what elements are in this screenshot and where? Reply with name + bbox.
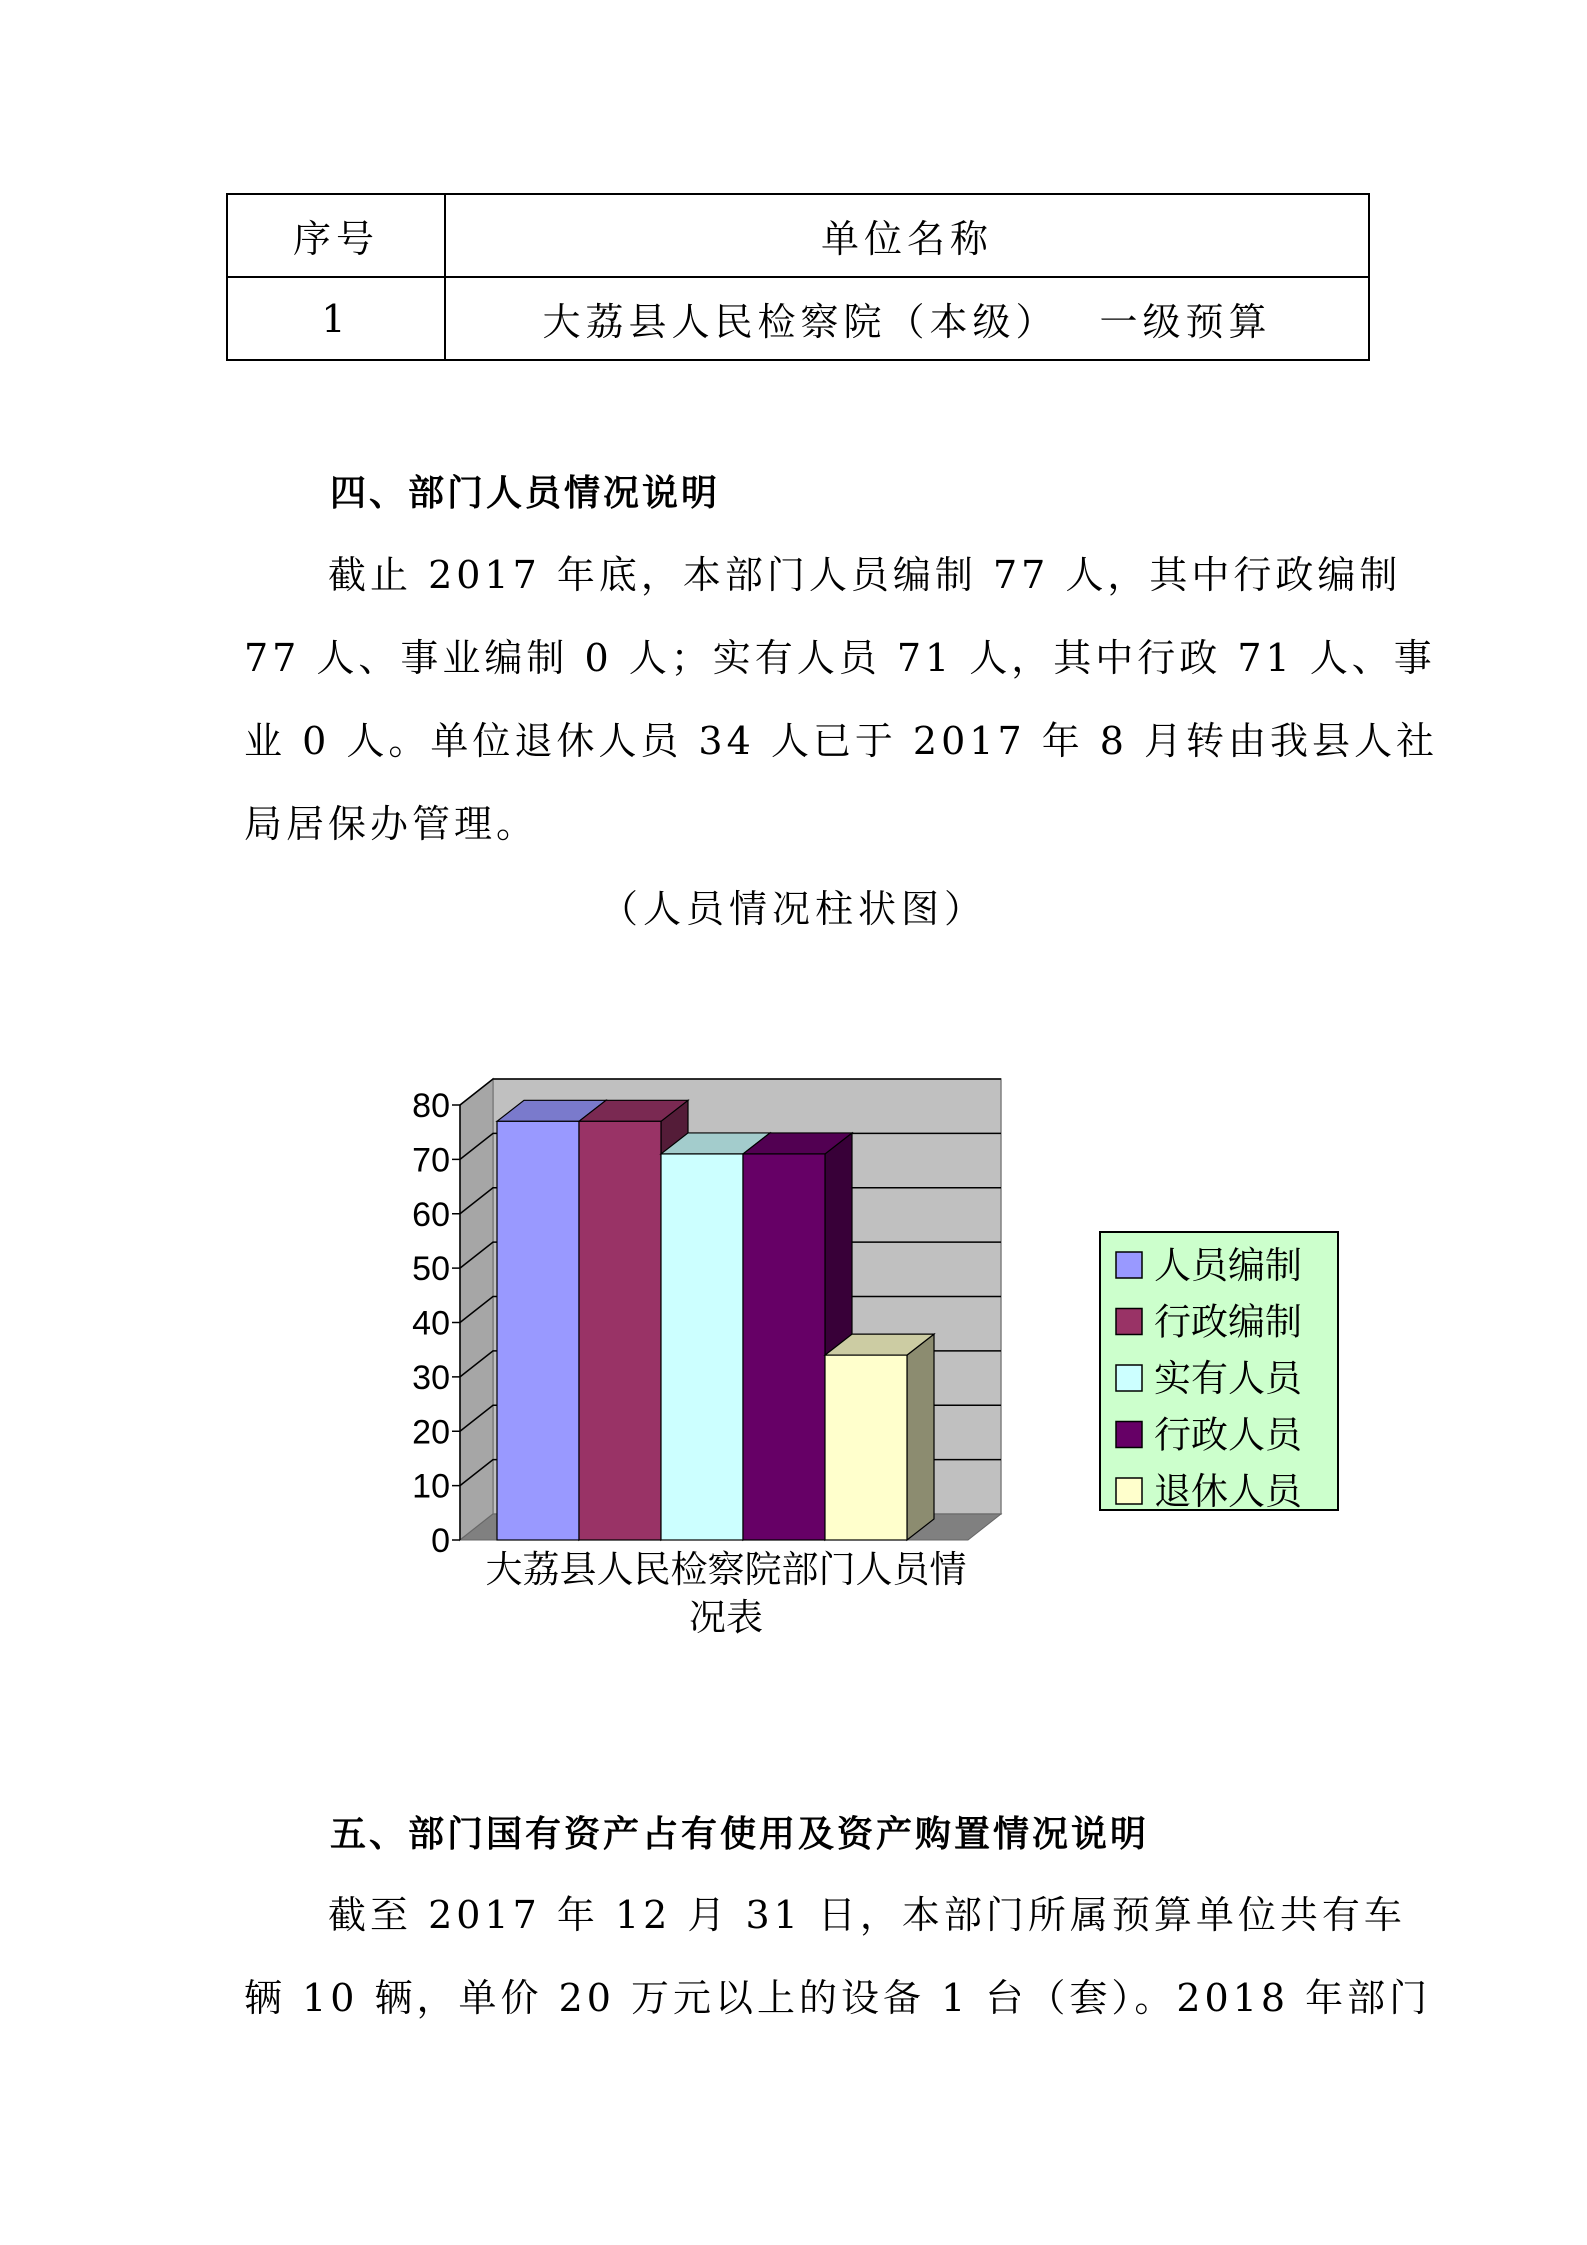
legend-swatch [1116,1365,1142,1391]
table-header-index: 序号 [227,194,445,277]
paragraph-line: 77 人、事业编制 0 人；实有人员 71 人，其中行政 71 人、事 [244,636,1436,680]
bar [579,1121,661,1540]
legend-label: 人员编制 [1154,1245,1302,1286]
personnel-bar-chart [400,1070,1360,1670]
y-tick-label: 50 [412,1250,450,1289]
section4-heading: 四、部门人员情况说明 [330,473,721,514]
x-category-label: 况表 [689,1597,763,1638]
section5-heading: 五、部门国有资产占有使用及资产购置情况说明 [330,1814,1150,1855]
section4-paragraph [244,534,1439,866]
table-header-unit-name: 单位名称 [445,194,1369,277]
legend-label: 实有人员 [1154,1358,1302,1399]
table-cell-index: 1 [227,277,445,360]
y-tick-label: 10 [412,1467,450,1506]
legend-swatch [1116,1309,1142,1335]
legend-swatch [1116,1252,1142,1278]
legend-swatch [1116,1422,1142,1448]
paragraph-line: 截止 2017 年底，本部门人员编制 77 人，其中行政编制 [328,553,1402,597]
legend-swatch [1116,1478,1142,1504]
y-tick-label: 40 [412,1304,450,1343]
y-tick-label: 80 [412,1087,450,1125]
bar [661,1154,743,1540]
bar [497,1121,579,1540]
paragraph-line: 业 0 人。单位退休人员 34 人已于 2017 年 8 月转由我县人社 [244,719,1439,763]
y-tick-label: 20 [412,1413,450,1452]
y-tick-label: 30 [412,1358,450,1397]
paragraph-line: 局居保办管理。 [244,802,539,846]
chart-caption: （人员情况柱状图） [599,887,987,931]
y-tick-label: 60 [412,1195,450,1234]
bar-side [907,1334,934,1540]
legend-label: 退休人员 [1154,1471,1302,1512]
table-header-row [227,194,1369,277]
paragraph-line: 辆 10 辆，单价 20 万元以上的设备 1 台（套）。2018 年部门 [244,1976,1432,2020]
table-cell-unit-name: 大荔县人民检察院（本级） 一级预算 [445,277,1369,360]
unit-table [226,193,1370,361]
x-category-label: 大荔县人民检察院部门人员情 [485,1549,967,1590]
bar [825,1355,907,1540]
legend-label: 行政人员 [1154,1414,1302,1456]
section5-paragraph [244,1874,1432,2040]
bar [743,1154,825,1540]
legend-label: 行政编制 [1154,1301,1302,1343]
y-tick-label: 0 [431,1522,450,1560]
table-row [227,277,1369,360]
paragraph-line: 截至 2017 年 12 月 31 日，本部门所属预算单位共有车 [328,1893,1406,1937]
y-tick-label: 70 [412,1141,450,1180]
